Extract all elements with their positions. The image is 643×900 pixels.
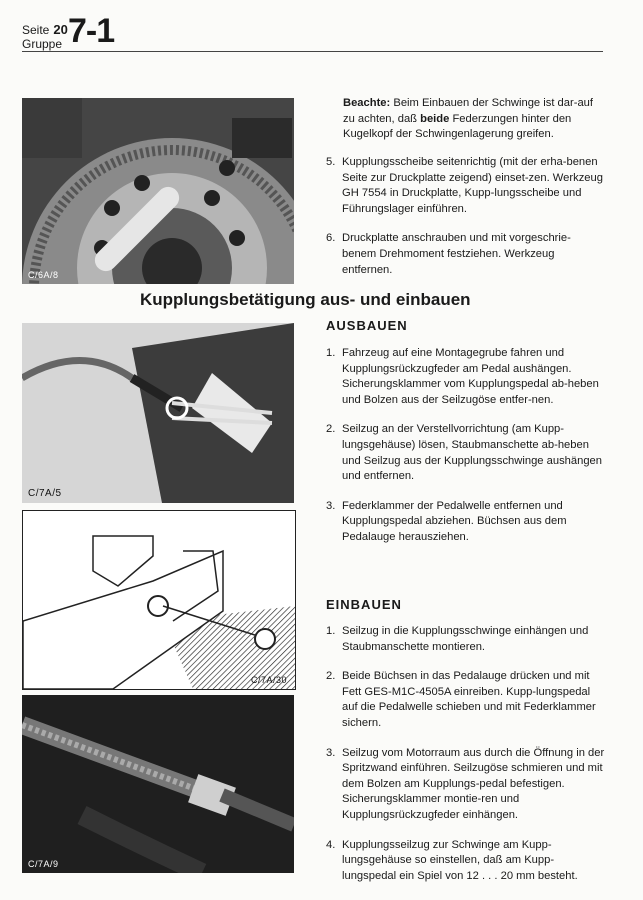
clutch-plate-photo bbox=[22, 98, 294, 284]
list-item: 5. Kupplungsscheibe seitenrichtig (mit der erha-benen Seite zur Druckplatte zeigend) einset-zen. Werkzeug GH 7554 in Druckplatte, Kupp-lungsscheibe und Führungslager einführen. bbox=[326, 156, 603, 215]
pedal-drawing bbox=[22, 510, 296, 690]
intro-paragraph: Beachte: Beim Einbauen der Schwinge ist dar-auf zu achten, daß beide Federzungen hinter den Kugelkopf der Schwingenlagerung greifen. bbox=[343, 97, 593, 141]
list-item: 2. Beide Büchsen in das Pedalauge drücken und mit Fett GES-M1C-4505A einreiben. Kupp-lungspedal auf die Pedalwelle schieben und mit Federklammer sichern. bbox=[326, 670, 596, 729]
page-number: 20 bbox=[53, 22, 68, 37]
note-label: Beachte: bbox=[343, 97, 391, 109]
figure-code: C/7A/5 bbox=[28, 488, 62, 499]
einbauen-heading: EINBAUEN bbox=[326, 597, 402, 612]
list-item: 2. Seilzug an der Verstellvorrichtung (am Kupp-lungsgehäuse) lösen, Staubmanschette ab-heben und Seilzug aus der Kupplungsschwinge aushängen und entfernen. bbox=[326, 423, 602, 483]
pedal-illustration bbox=[23, 511, 295, 689]
page-label: Seite 20 bbox=[22, 22, 68, 37]
clutch-plate-illustration bbox=[22, 98, 294, 284]
group-label: Gruppe bbox=[22, 37, 63, 51]
ausbauen-heading: AUSBAUEN bbox=[326, 318, 408, 333]
section-title: Kupplungsbetätigung aus- und einbauen bbox=[140, 290, 471, 309]
clutch-cable-photo bbox=[22, 323, 294, 503]
ausbauen-steps bbox=[326, 346, 605, 560]
cable-adjust-photo bbox=[22, 695, 294, 873]
emphasis-word: beide bbox=[420, 112, 450, 125]
header-rule bbox=[22, 51, 603, 52]
figure-code: C/6A/8 bbox=[28, 270, 59, 280]
group-number: 7-1 bbox=[68, 12, 115, 50]
cable-adjust-illustration bbox=[22, 695, 294, 873]
list-item: 4. Kupplungsseilzug zur Schwinge am Kupp-lungsgehäuse so einstellen, daß am Kupp-lungspedal ein Spiel von 12 . . . 20 mm besteht. bbox=[326, 838, 578, 882]
list-item: 3. Seilzug vom Motorraum aus durch die Öffnung in der Spritzwand einführen. Seilzugöse schmieren und mit dem Bolzen am Kupplungs-pedal befestigen. Sicherungsklammer montie-ren und Kupplungsrückzugfeder einhängen. bbox=[326, 746, 605, 821]
figure-code: C/7A/30 bbox=[250, 675, 287, 685]
clutch-cable-illustration bbox=[22, 323, 294, 503]
list-item: 1. Fahrzeug auf eine Montagegrube fahren und Kupplungsrückzugfeder am Pedal aushängen. Sicherungsklammer vom Kupplungspedal ab-heben und Bolzen aus der Seilzugöse entfer-nen. bbox=[326, 347, 599, 406]
figure-code: C/7A/9 bbox=[28, 859, 59, 869]
einbauen-steps bbox=[326, 624, 605, 898]
steps-top bbox=[326, 155, 605, 292]
list-item: 1. Seilzug in die Kupplungsschwinge einhängen und Staubmanschette montieren. bbox=[326, 625, 589, 653]
list-item: 6. Druckplatte anschrauben und mit vorgeschrie-benem Drehmoment festziehen. Werkzeug entfernen. bbox=[326, 232, 571, 276]
list-item: 3. Federklammer der Pedalwelle entfernen und Kupplungspedal abziehen. Büchsen aus dem Pedalauge herausziehen. bbox=[326, 499, 567, 543]
